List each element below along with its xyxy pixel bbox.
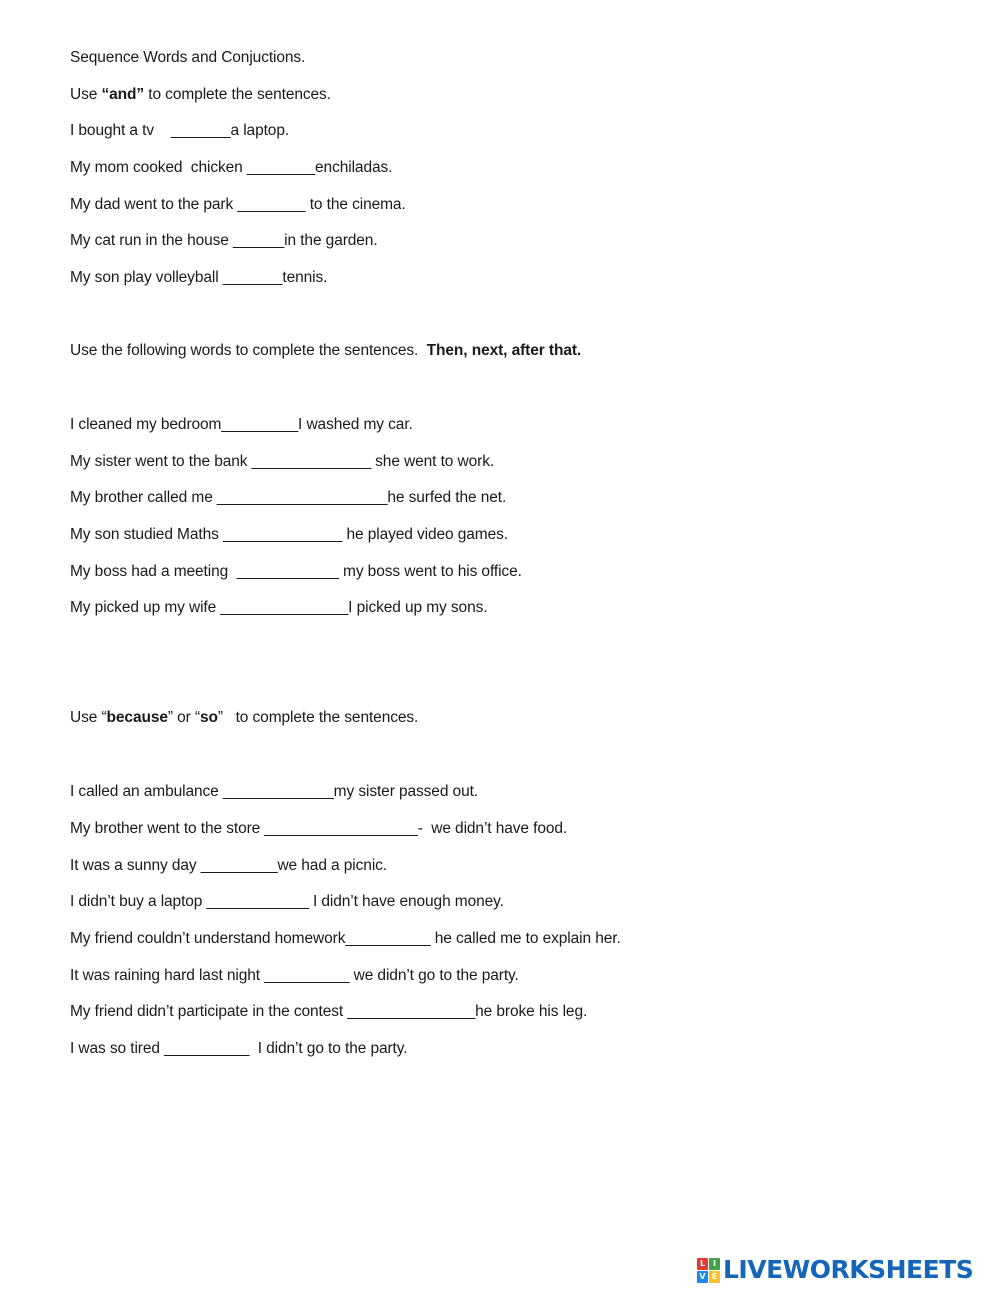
section3-sentence-7: My friend didn’t participate in the contest _______________he broke his leg.	[70, 1003, 588, 1020]
section2-sentence-4: My son studied Maths ______________ he played video games.	[70, 526, 508, 543]
section2-sentence-1: I cleaned my bedroom_________I washed my car.	[70, 416, 413, 433]
section2-sentence-5: My boss had a meeting ____________ my boss went to his office.	[70, 563, 522, 580]
logo-text: LIVEWORKSHEETS	[723, 1255, 974, 1284]
section3-sentence-5: My friend couldn’t understand homework__________ he called me to explain her.	[70, 930, 621, 947]
worksheet-title: Sequence Words and Conjuctions.	[70, 49, 306, 66]
section1-sentence-3: My dad went to the park ________ to the cinema.	[70, 196, 406, 213]
section3-sentence-6: It was raining hard last night __________ we didn’t go to the party.	[70, 967, 519, 984]
logo-letter-v: V	[697, 1271, 708, 1283]
section1-sentence-5: My son play volleyball _______tennis.	[70, 269, 328, 286]
section3-sentence-1: I called an ambulance _____________my sister passed out.	[70, 783, 479, 800]
logo-letter-e: E	[709, 1271, 720, 1283]
logo-letter-i: I	[709, 1258, 720, 1270]
section3-sentence-3: It was a sunny day _________we had a picnic.	[70, 857, 388, 874]
section2-sentence-2: My sister went to the bank ______________ she went to work.	[70, 453, 495, 470]
section3-sentence-4: I didn’t buy a laptop ____________ I didn’t have enough money.	[70, 893, 504, 910]
section3-sentence-8: I was so tired __________ I didn’t go to the party.	[70, 1040, 408, 1057]
section2-sentence-3: My brother called me ____________________he surfed the net.	[70, 489, 507, 506]
section2-sentence-6: My picked up my wife _______________I picked up my sons.	[70, 599, 488, 616]
logo-letter-l: L	[697, 1258, 708, 1270]
liveworksheets-logo[interactable]	[697, 1256, 973, 1284]
section3-sentence-2: My brother went to the store __________________- we didn’t have food.	[70, 820, 568, 837]
section3-instruction: Use “because” or “so” to complete the sentences.	[70, 709, 419, 726]
section1-sentence-2: My mom cooked chicken ________enchiladas.	[70, 159, 393, 176]
section1-instruction: Use “and” to complete the sentences.	[70, 86, 331, 103]
section2-instruction: Use the following words to complete the sentences. Then, next, after that.	[70, 342, 582, 359]
logo-icon	[697, 1258, 720, 1283]
section1-sentence-1: I bought a tv _______a laptop.	[70, 122, 290, 139]
section1-sentence-4: My cat run in the house ______in the garden.	[70, 232, 378, 249]
